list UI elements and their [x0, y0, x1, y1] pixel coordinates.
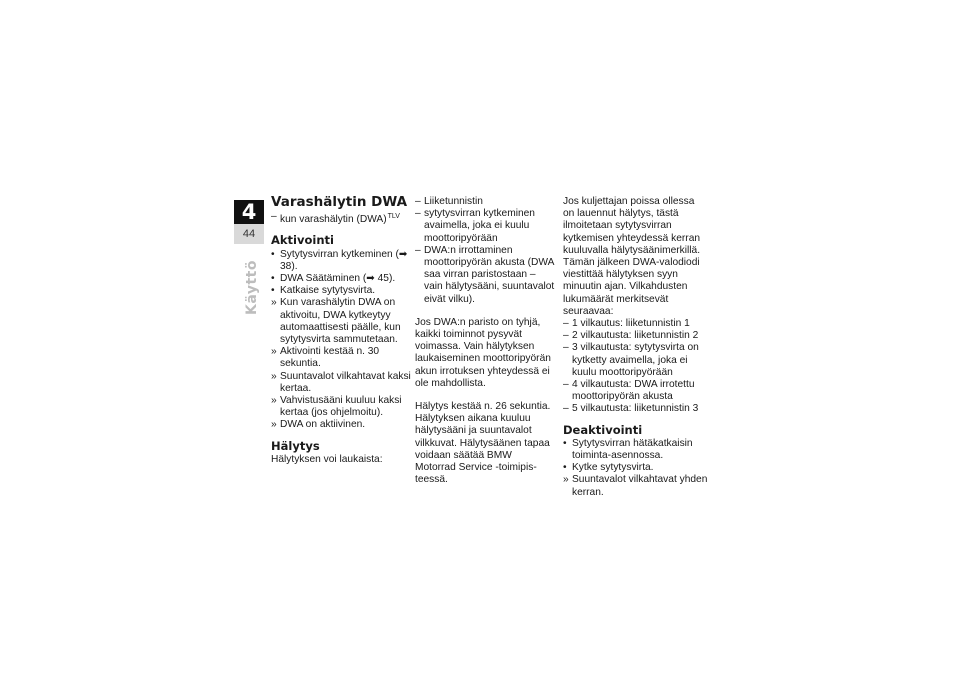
activate-steps — [271, 297, 411, 431]
trigger-list — [415, 196, 555, 306]
list-item — [271, 211, 411, 226]
list-item: – Liiketunnistin — [415, 196, 555, 208]
list-item: – 2 vilkautusta: liiketunnistin 2 — [563, 330, 708, 342]
chapter-marker — [234, 200, 264, 244]
list-item: – DWA:n irrottaminen moottoripyörän akusta (DWA saa virran paristostaan – vain hälytysääni, suuntavalot eivät vilku). — [415, 245, 555, 306]
list-item: • DWA Säätäminen (➡ 45). — [271, 273, 411, 285]
list-item: • Kytke sytytysvirta. — [563, 462, 708, 474]
list-item: – 1 vilkautus: liiketunnistin 1 — [563, 318, 708, 330]
activate-heading: Aktivointi — [271, 233, 334, 248]
absent-paragraph: Jos kuljettajan poissa ollessa on lauennut hälytys, tästä ilmoitetaan sytytysvirran kytkemisen yhteydessä kerran kuuluvalla hälytysäänimerkillä. Tämän jälkeen DWA-valodiodi viestittää hälytyksen syyn minuutin ajan. Vilkahdusten lukumäärät merkitsevät seuraavaa: — [563, 196, 701, 317]
activate-bullets — [271, 249, 411, 298]
list-item: • Sytytysvirran kytkeminen (➡ 38). — [271, 249, 411, 273]
list-item: » DWA on aktiivinen. — [271, 419, 411, 431]
deactivate-heading: Deaktivointi — [563, 422, 643, 437]
list-item: » Aktivointi kestää n. 30 sekuntia. — [271, 346, 411, 370]
deactivate-steps — [563, 474, 708, 498]
page-title: Varashälytin DWA — [271, 194, 408, 210]
page-number: 44 — [234, 224, 264, 244]
list-item: » Suuntavalot vilkahtavat kaksi kertaa. — [271, 371, 411, 395]
list-item: – 3 vilkautusta: sytytysvirta on kytketty avaimella, joka ei kuulu moottoripyörään — [563, 342, 708, 379]
list-item: – sytytysvirran kytkeminen avaimella, joka ei kuulu moottoripyörään — [415, 208, 555, 245]
duration-paragraph: Hälytys kestää n. 26 sekuntia. Hälytyksen aikana kuuluu hälytysääni ja suuntavalot vilkkuvat. Hälytysäänen tapaa voidaan säätää BMW Motorrad Service -toimipisteessä. — [415, 401, 551, 486]
section-label: Käyttö — [244, 260, 260, 315]
list-item: – 5 vilkautusta: liiketunnistin 3 — [563, 403, 708, 415]
blink-list — [563, 318, 708, 416]
list-item: » Vahvistusääni kuuluu kaksi kertaa (jos ohjelmoitu). — [271, 395, 411, 419]
chapter-number: 4 — [234, 200, 264, 224]
list-item: » Kun varashälytin DWA on aktivoitu, DWA kytkeytyy automaattisesti päälle, kun sytytysvirta sammutetaan. — [271, 297, 411, 346]
list-item: » Suuntavalot vilkahtavat yhden kerran. — [563, 474, 708, 498]
intro-text: kun varashälytin (DWA) — [280, 214, 387, 226]
alarm-heading: Hälytys — [271, 438, 320, 453]
column-1 — [271, 196, 411, 477]
column-2 — [415, 196, 555, 497]
list-item: • Katkaise sytytysvirta. — [271, 285, 411, 297]
list-item: – 4 vilkautusta: DWA irrotettu moottoripyörän akusta — [563, 379, 708, 403]
intro-list — [271, 211, 411, 226]
deactivate-bullets — [563, 438, 708, 475]
column-3 — [563, 196, 708, 499]
intro-superscript: TLV — [387, 213, 400, 221]
battery-paragraph: Jos DWA:n paristo on tyhjä, kaikki toiminnot pysyvät voimassa. Vain hälytyksen laukaiseminen moottoripyörän akun irrotuksen yhteydessä ei ole mahdollista. — [415, 316, 551, 389]
alarm-text: Hälytyksen voi laukaista: — [271, 453, 383, 465]
list-item: • Sytytysvirran hätäkatkaisin toiminta-asennossa. — [563, 438, 708, 462]
